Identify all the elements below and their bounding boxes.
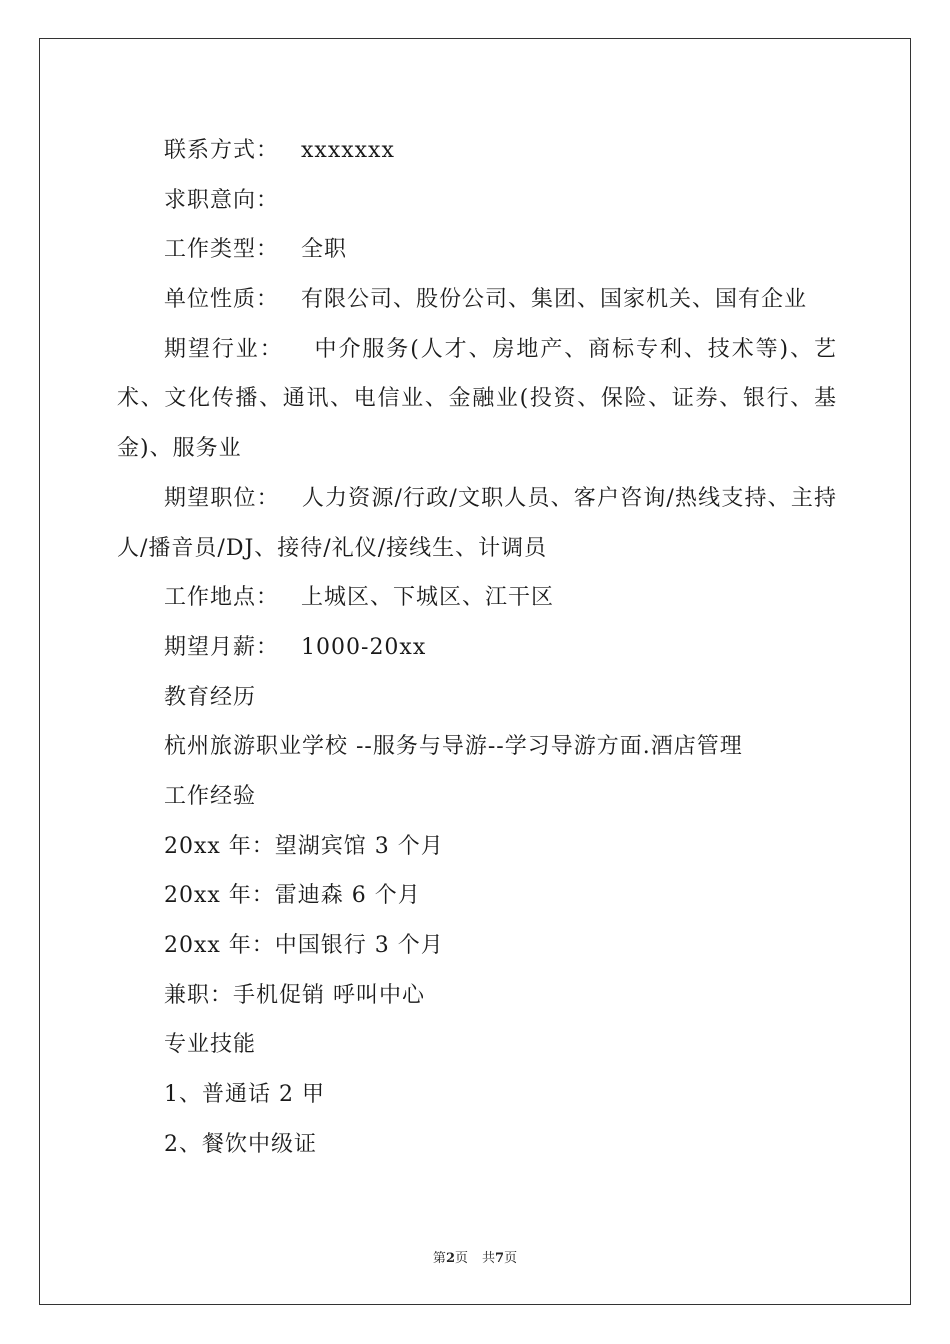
- skills-heading: 专业技能: [164, 1032, 257, 1058]
- education-heading: 教育经历: [164, 684, 257, 710]
- expected-industry-paragraph: [117, 325, 837, 474]
- expected-salary-label: 期望月薪：: [164, 634, 280, 660]
- work-location-label: 工作地点：: [164, 585, 280, 611]
- total-pages: 7: [495, 1251, 505, 1266]
- page-suffix: 页: [454, 1251, 468, 1266]
- expected-industry-label: 期望行业：: [164, 336, 284, 362]
- skill-item-1: 1、普通话 2 甲: [164, 1082, 325, 1108]
- page-footer: [0, 1247, 950, 1266]
- work-item-3: 20xx 年：中国银行 3 个月: [164, 933, 444, 959]
- work-type-value: 全职: [301, 237, 348, 263]
- page-prefix: 第: [432, 1251, 446, 1266]
- expected-industry-value: 中介服务(人才、房地产、商标专利、技术等)、艺术、文化传播、通讯、电信业、金融业(投资、保险、证券、银行、基金)、服务业: [117, 336, 837, 462]
- work-type-label: 工作类型：: [164, 237, 280, 263]
- work-location-line: [117, 573, 837, 623]
- job-intent-label: 求职意向：: [164, 187, 280, 213]
- work-experience-heading: 工作经验: [164, 784, 257, 810]
- total-suffix: 页: [504, 1251, 518, 1266]
- resume-content: [117, 126, 837, 1170]
- unit-nature-value: 有限公司、股份公司、集团、国家机关、国有企业: [301, 287, 808, 313]
- contact-line: [117, 126, 837, 176]
- contact-value: xxxxxxx: [301, 138, 395, 163]
- skill-item-2: 2、餐饮中级证: [164, 1131, 317, 1157]
- contact-label: 联系方式：: [164, 138, 280, 163]
- expected-position-value: 人力资源/行政/文职人员、客户咨询/热线支持、主持人/播音员/DJ、接待/礼仪/接线生、计调员: [117, 485, 837, 561]
- page-number: 2: [445, 1251, 455, 1266]
- expected-salary-line: [117, 623, 837, 673]
- work-location-value: 上城区、下城区、江干区: [301, 585, 555, 611]
- unit-nature-label: 单位性质：: [164, 287, 280, 313]
- expected-position-label: 期望职位：: [164, 485, 280, 511]
- job-intent-heading: [117, 176, 837, 226]
- education-item: 杭州旅游职业学校 --服务与导游--学习导游方面.酒店管理: [164, 734, 743, 760]
- total-prefix: 共: [482, 1251, 496, 1266]
- expected-position-paragraph: [117, 474, 837, 573]
- work-type-line: [117, 225, 837, 275]
- unit-nature-line: [117, 275, 837, 325]
- part-time-line: 兼职：手机促销 呼叫中心: [164, 982, 425, 1008]
- expected-salary-value: 1000-20xx: [301, 634, 427, 660]
- work-item-1: 20xx 年：望湖宾馆 3 个月: [164, 833, 444, 859]
- work-item-2: 20xx 年：雷迪森 6 个月: [164, 883, 421, 909]
